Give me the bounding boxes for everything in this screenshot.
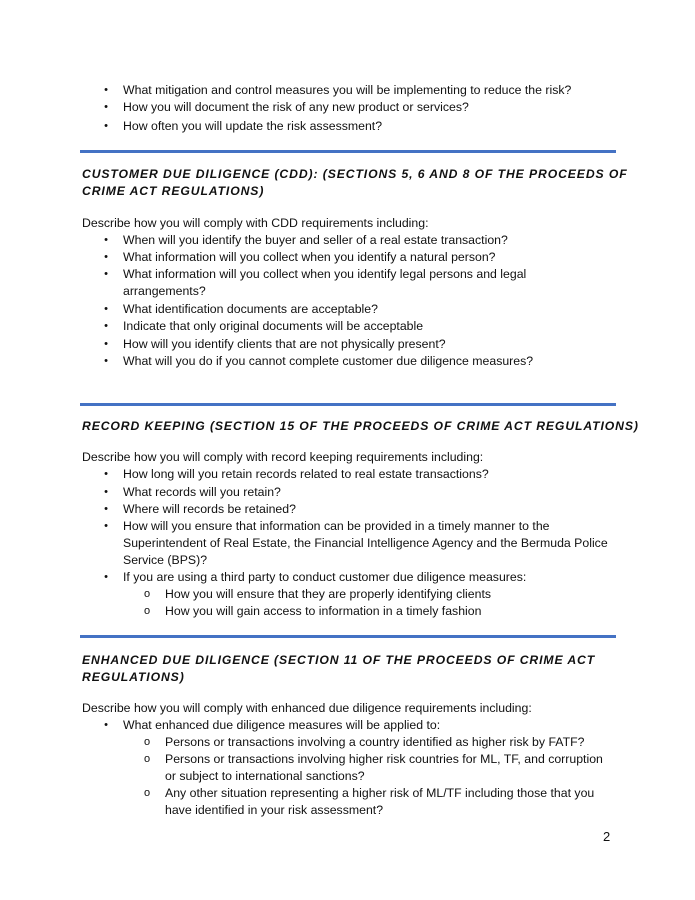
bullet-icon: • <box>104 120 108 132</box>
bullet-icon: • <box>104 571 108 583</box>
circle-bullet-icon: o <box>143 787 151 799</box>
document-page: • What mitigation and control measures you will be implementing to reduce the risk? • How you will document the risk of any new product or services? • How often you will update the risk assessment? CUSTOMER DUE DILIGENCE (CDD): (SECTIONS 5, 6 AND 8 OF THE PROCEEDS OF CRIME ACT REGULATIONS) Describe how you will comply with CDD requirements including: • When will you identify the buyer and seller of a real estate transaction? • What information will you collect when you identify a natural person? • What information will you collect when you identify legal persons and legal arrangements? • What identification documents are acceptable? • Indicate that only original documents will be acceptable • How will you identify clients that are not physically present? • What will you do if you cannot complete customer due diligence measures? RECORD KEEPING (SECTION 15 OF THE PROCEEDS OF CRIME ACT REGULATIONS) Describe how you will comply with record keeping requirements including: • How long will you retain records related to real estate transactions? • What records will you retain? • Where will records be retained? • How will you ensure that information can be provided in a timely manner to the Superintendent of Real Estate, the Financial Intelligence Agency and the Bermuda Police Service (BPS)? • If you are using a third party to conduct customer due diligence measures: o How you will ensure that they are properly identifying clients o How you will gain access to information in a timely fashion ENHANCED DUE DILIGENCE (SECTION 11 OF THE PROCEEDS OF CRIME ACT REGULATIONS) Describe how you will comply with enhanced due diligence requirements including: • What enhanced due diligence measures will be applied to: o Persons or transactions involving a country identified as higher risk by FATF? o Persons or transactions involving higher risk countries for ML, TF, and corruption or subject to international sanctions? o Any other situation representing a higher risk of ML/TF including those that you have identified in your risk assessment? 2 <box>82 83 639 844</box>
section-heading: RECORD KEEPING (SECTION 15 OF THE PROCEEDS OF CRIME ACT REGULATIONS) <box>82 419 639 433</box>
bullet-icon: • <box>104 234 108 246</box>
section-heading: ENHANCED DUE DILIGENCE (SECTION 11 OF THE PROCEEDS OF CRIME ACT <box>82 653 596 667</box>
circle-bullet-icon: o <box>143 753 151 765</box>
page-number: 2 <box>603 829 611 844</box>
bullet-icon: • <box>104 338 108 350</box>
section-heading: CUSTOMER DUE DILIGENCE (CDD): (SECTIONS 5, 6 AND 8 OF THE PROCEEDS OF <box>82 167 628 181</box>
circle-bullet-icon: o <box>143 736 151 748</box>
circle-bullet-icon: o <box>143 605 151 617</box>
circle-bullet-icon: o <box>143 588 151 600</box>
bullet-icon: • <box>104 268 108 280</box>
bullet-icon: • <box>104 101 108 113</box>
bullet-icon: • <box>104 520 108 532</box>
bullet-icon: • <box>104 320 108 332</box>
bullet-icon: • <box>104 303 108 315</box>
section-divider <box>80 635 616 638</box>
section-divider <box>80 150 616 153</box>
bullet-icon: • <box>104 468 108 480</box>
bullet-icon: • <box>104 486 108 498</box>
section-divider <box>80 403 616 406</box>
bullet-icon: • <box>104 251 108 263</box>
bullet-icon: • <box>104 84 108 96</box>
bullet-icon: • <box>104 503 108 515</box>
bullet-icon: • <box>104 355 108 367</box>
bullet-icon: • <box>104 719 108 731</box>
section-heading-continued: REGULATIONS) <box>82 670 185 684</box>
section-heading-continued: CRIME ACT REGULATIONS) <box>82 184 265 198</box>
